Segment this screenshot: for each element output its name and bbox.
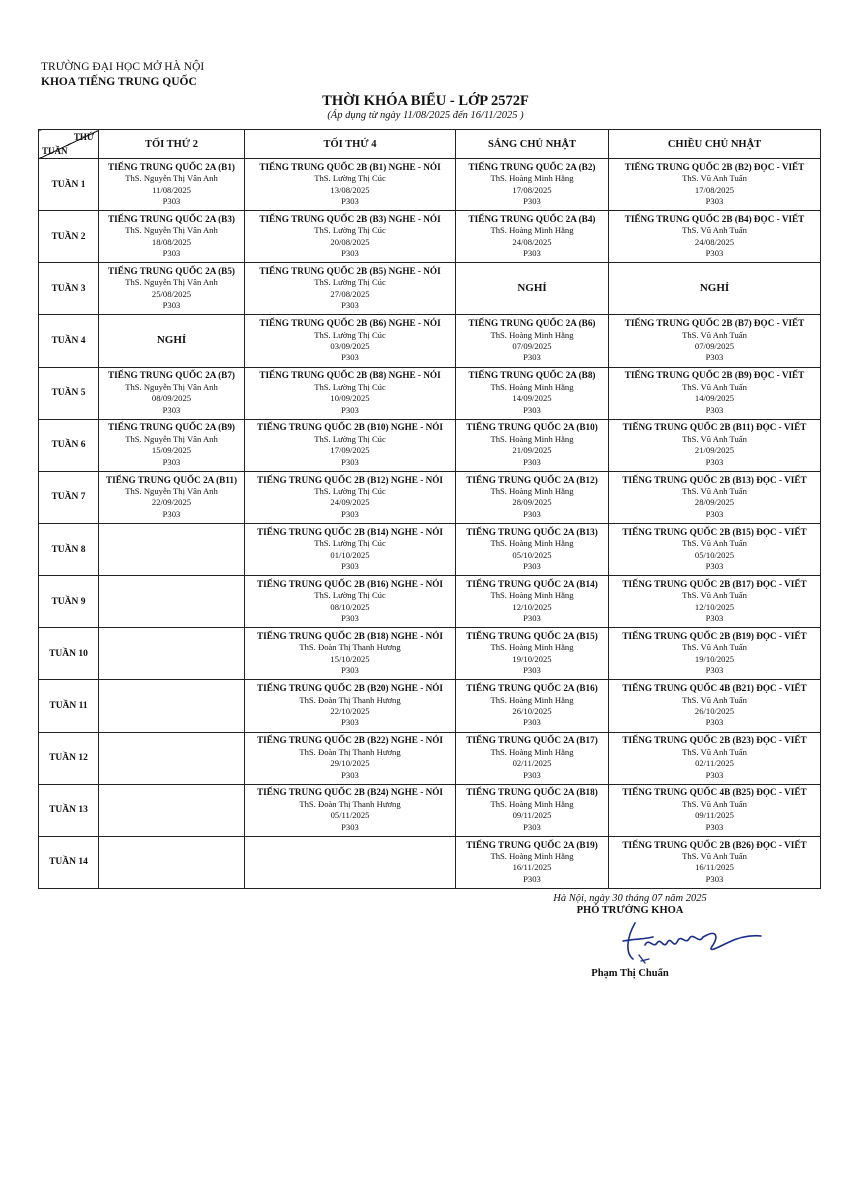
teacher-name: ThS. Hoàng Minh Hằng <box>490 173 574 184</box>
teacher-name: ThS. Nguyễn Thị Vân Anh <box>125 173 218 184</box>
session-date: 17/08/2025 <box>694 184 735 195</box>
session-date: 13/08/2025 <box>330 184 370 195</box>
table-row <box>39 419 821 471</box>
teacher-name: ThS. Vũ Anh Tuấn <box>682 225 747 236</box>
course-name: TIẾNG TRUNG QUỐC 2A (B12) <box>466 474 598 485</box>
day-off-label: NGHỈ <box>517 282 547 295</box>
schedule-cell <box>245 419 456 471</box>
session-date: 02/11/2025 <box>512 758 552 769</box>
teacher-name: ThS. Nguyễn Thị Vân Anh <box>125 225 218 236</box>
week-label: TUẦN 8 <box>39 523 99 575</box>
corner-header <box>39 130 99 159</box>
session-date: 17/09/2025 <box>330 445 370 456</box>
room-number: P303 <box>705 404 724 415</box>
session-date: 02/11/2025 <box>695 758 734 769</box>
teacher-name: ThS. Nguyễn Thị Vân Anh <box>125 277 218 288</box>
room-number: P303 <box>523 873 541 884</box>
teacher-name: ThS. Lường Thị Cúc <box>314 538 386 549</box>
room-number: P303 <box>705 195 724 206</box>
schedule-cell <box>456 732 609 784</box>
schedule-cell <box>245 784 456 836</box>
session-date: 05/10/2025 <box>694 549 735 560</box>
schedule-cell <box>245 211 456 263</box>
session-date: 24/08/2025 <box>694 236 735 247</box>
room-number: P303 <box>523 352 541 363</box>
room-number: P303 <box>341 821 359 832</box>
room-number: P303 <box>523 508 541 519</box>
schedule-cell <box>456 263 609 315</box>
room-number: P303 <box>523 613 541 624</box>
teacher-name: ThS. Hoàng Minh Hằng <box>490 590 574 601</box>
column-header: CHIỀU CHỦ NHẬT <box>609 130 821 159</box>
course-name: TIẾNG TRUNG QUỐC 2B (B20) NGHE - NÓI <box>257 683 443 694</box>
week-label: TUẦN 3 <box>39 263 99 315</box>
schedule-cell <box>609 836 821 888</box>
course-name: TIẾNG TRUNG QUỐC 2B (B12) NGHE - NÓI <box>257 474 443 485</box>
session-date: 09/11/2025 <box>512 810 552 821</box>
room-number: P303 <box>523 404 541 415</box>
session-date: 08/09/2025 <box>151 393 192 404</box>
course-name: TIẾNG TRUNG QUỐC 2B (B14) NGHE - NÓI <box>257 526 443 537</box>
schedule-cell <box>609 315 821 367</box>
schedule-cell <box>609 263 821 315</box>
room-number: P303 <box>162 248 181 259</box>
teacher-name: ThS. Lường Thị Cúc <box>314 486 386 496</box>
schedule-cell <box>609 471 821 523</box>
session-date: 28/09/2025 <box>694 497 735 508</box>
course-name: TIẾNG TRUNG QUỐC 2B (B6) NGHE - NÓI <box>259 318 441 329</box>
room-number: P303 <box>705 508 724 519</box>
teacher-name: ThS. Đoàn Thị Thanh Hương <box>299 798 401 809</box>
schedule-cell <box>245 263 456 315</box>
course-name: TIẾNG TRUNG QUỐC 2A (B9) <box>108 422 235 433</box>
schedule-cell <box>99 263 245 315</box>
room-number: P303 <box>705 613 724 624</box>
schedule-cell <box>99 159 245 211</box>
session-date: 24/09/2025 <box>330 497 370 508</box>
schedule-cell <box>99 523 245 575</box>
column-header: TỐI THỨ 2 <box>99 130 245 159</box>
session-date: 19/10/2025 <box>512 653 552 664</box>
table-row <box>39 732 821 784</box>
course-name: TIẾNG TRUNG QUỐC 2B (B16) NGHE - NÓI <box>257 578 443 589</box>
schedule-cell <box>456 315 609 367</box>
teacher-name: ThS. Hoàng Minh Hằng <box>490 798 574 809</box>
teacher-name: ThS. Lường Thị Cúc <box>314 381 386 392</box>
schedule-cell <box>99 784 245 836</box>
room-number: P303 <box>341 195 359 206</box>
session-date: 25/08/2025 <box>151 288 192 299</box>
room-number: P303 <box>705 456 724 467</box>
corner-week-label: TUẦN <box>42 146 68 156</box>
day-off-label: NGHỈ <box>699 282 730 295</box>
day-off-label: NGHỈ <box>156 334 187 347</box>
table-row <box>39 263 821 315</box>
week-label: TUẦN 10 <box>39 628 99 680</box>
room-number: P303 <box>705 560 724 571</box>
university-name: TRƯỜNG ĐẠI HỌC MỞ HÀ NỘI <box>41 61 205 73</box>
teacher-name: ThS. Hoàng Minh Hằng <box>490 381 574 392</box>
teacher-name: ThS. Vũ Anh Tuấn <box>682 538 747 549</box>
teacher-name: ThS. Vũ Anh Tuấn <box>682 798 747 809</box>
schedule-cell <box>456 523 609 575</box>
teacher-name: ThS. Lường Thị Cúc <box>314 433 386 444</box>
schedule-cell <box>456 576 609 628</box>
session-date: 19/10/2025 <box>694 653 735 664</box>
session-date: 29/10/2025 <box>330 758 370 769</box>
course-name: TIẾNG TRUNG QUỐC 2A (B14) <box>466 578 598 589</box>
session-date: 11/08/2025 <box>152 184 191 195</box>
teacher-name: ThS. Nguyễn Thị Vân Anh <box>125 381 218 392</box>
course-name: TIẾNG TRUNG QUỐC 2B (B15) ĐỌC - VIẾT <box>622 526 807 537</box>
week-label: TUẦN 12 <box>39 732 99 784</box>
course-name: TIẾNG TRUNG QUỐC 2A (B3) <box>108 213 235 224</box>
session-date: 03/09/2025 <box>330 340 370 351</box>
teacher-name: ThS. Lường Thị Cúc <box>314 277 386 288</box>
teacher-name: ThS. Nguyễn Thị Vân Anh <box>125 486 218 496</box>
room-number: P303 <box>705 821 724 832</box>
room-number: P303 <box>705 248 724 259</box>
schedule-cell <box>245 367 456 419</box>
teacher-name: ThS. Hoàng Minh Hằng <box>490 694 574 705</box>
room-number: P303 <box>705 769 724 780</box>
course-name: TIẾNG TRUNG QUỐC 2A (B16) <box>466 683 598 694</box>
schedule-cell <box>456 628 609 680</box>
signing-date: Hà Nội, ngày 30 tháng 07 năm 2025 <box>553 893 707 904</box>
room-number: P303 <box>341 456 359 467</box>
room-number: P303 <box>162 456 181 467</box>
schedule-cell <box>609 419 821 471</box>
table-row <box>39 211 821 263</box>
table-row <box>39 159 821 211</box>
teacher-name: ThS. Vũ Anh Tuấn <box>682 433 747 444</box>
schedule-cell <box>245 523 456 575</box>
course-name: TIẾNG TRUNG QUỐC 2B (B9) ĐỌC - VIẾT <box>624 370 805 381</box>
teacher-name: ThS. Hoàng Minh Hằng <box>490 746 574 757</box>
organization-header <box>41 60 204 90</box>
week-label: TUẦN 4 <box>39 315 99 367</box>
session-date: 14/09/2025 <box>512 393 552 404</box>
course-name: TIẾNG TRUNG QUỐC 2B (B22) NGHE - NÓI <box>257 735 443 746</box>
schedule-cell <box>99 836 245 888</box>
session-date: 16/11/2025 <box>695 862 734 873</box>
week-label: TUẦN 6 <box>39 419 99 471</box>
schedule-cell <box>456 836 609 888</box>
schedule-cell <box>99 628 245 680</box>
course-name: TIẾNG TRUNG QUỐC 2B (B1) NGHE - NÓI <box>259 161 441 172</box>
session-date: 10/09/2025 <box>330 393 370 404</box>
room-number: P303 <box>523 821 541 832</box>
schedule-cell <box>99 315 245 367</box>
course-name: TIẾNG TRUNG QUỐC 2B (B17) ĐỌC - VIẾT <box>622 578 807 589</box>
room-number: P303 <box>162 195 181 206</box>
room-number: P303 <box>162 508 181 519</box>
header-row <box>39 130 821 159</box>
schedule-cell <box>245 732 456 784</box>
session-date: 16/11/2025 <box>512 862 552 873</box>
teacher-name: ThS. Lường Thị Cúc <box>314 329 386 340</box>
teacher-name: ThS. Vũ Anh Tuấn <box>682 642 747 653</box>
teacher-name: ThS. Nguyễn Thị Vân Anh <box>125 433 218 444</box>
column-header: TỐI THỨ 4 <box>245 130 456 159</box>
room-number: P303 <box>523 769 541 780</box>
corner-day-label: THỨ <box>73 132 94 142</box>
table-row <box>39 576 821 628</box>
course-name: TIẾNG TRUNG QUỐC 2A (B10) <box>466 422 598 433</box>
session-date: 26/10/2025 <box>512 705 552 716</box>
session-date: 14/09/2025 <box>694 393 735 404</box>
week-label: TUẦN 2 <box>39 211 99 263</box>
teacher-name: ThS. Vũ Anh Tuấn <box>682 694 747 705</box>
room-number: P303 <box>341 300 359 311</box>
course-name: TIẾNG TRUNG QUỐC 2B (B4) ĐỌC - VIẾT <box>624 213 805 224</box>
teacher-name: ThS. Hoàng Minh Hằng <box>490 538 574 549</box>
course-name: TIẾNG TRUNG QUỐC 2A (B6) <box>468 318 596 329</box>
room-number: P303 <box>523 195 541 206</box>
room-number: P303 <box>341 769 359 780</box>
teacher-name: ThS. Hoàng Minh Hằng <box>490 225 574 236</box>
teacher-name: ThS. Vũ Anh Tuấn <box>682 486 747 496</box>
room-number: P303 <box>705 717 724 728</box>
column-header: SÁNG CHỦ NHẬT <box>456 130 609 159</box>
course-name: TIẾNG TRUNG QUỐC 2A (B11) <box>105 474 238 485</box>
schedule-cell <box>456 680 609 732</box>
room-number: P303 <box>341 352 359 363</box>
table-row <box>39 523 821 575</box>
schedule-cell <box>245 836 456 888</box>
teacher-name: ThS. Vũ Anh Tuấn <box>682 329 747 340</box>
course-name: TIẾNG TRUNG QUỐC 2B (B26) ĐỌC - VIẾT <box>622 839 807 850</box>
week-label: TUẦN 7 <box>39 471 99 523</box>
teacher-name: ThS. Vũ Anh Tuấn <box>682 851 747 861</box>
room-number: P303 <box>523 560 541 571</box>
session-date: 15/10/2025 <box>330 653 370 664</box>
course-name: TIẾNG TRUNG QUỐC 2A (B5) <box>108 266 235 277</box>
teacher-name: ThS. Hoàng Minh Hằng <box>490 642 574 653</box>
table-row <box>39 680 821 732</box>
room-number: P303 <box>705 665 724 676</box>
course-name: TIẾNG TRUNG QUỐC 2B (B5) NGHE - NÓI <box>259 266 441 277</box>
room-number: P303 <box>341 717 359 728</box>
schedule-cell <box>99 367 245 419</box>
session-date: 01/10/2025 <box>330 549 370 560</box>
room-number: P303 <box>162 404 181 415</box>
schedule-cell <box>609 211 821 263</box>
teacher-name: ThS. Vũ Anh Tuấn <box>682 381 747 392</box>
schedule-cell <box>99 419 245 471</box>
signer-role: PHÓ TRƯỞNG KHOA <box>576 905 684 916</box>
course-name: TIẾNG TRUNG QUỐC 2B (B13) ĐỌC - VIẾT <box>622 474 807 485</box>
schedule-cell <box>245 471 456 523</box>
teacher-name: ThS. Vũ Anh Tuấn <box>682 173 747 184</box>
schedule-cell <box>245 680 456 732</box>
week-label: TUẦN 11 <box>39 680 99 732</box>
schedule-cell <box>456 367 609 419</box>
table-row <box>39 367 821 419</box>
course-name: TIẾNG TRUNG QUỐC 2B (B19) ĐỌC - VIẾT <box>622 631 807 642</box>
course-name: TIẾNG TRUNG QUỐC 2A (B18) <box>466 787 598 798</box>
session-date: 07/09/2025 <box>694 340 735 351</box>
schedule-cell <box>609 576 821 628</box>
teacher-name: ThS. Lường Thị Cúc <box>314 225 386 236</box>
session-date: 21/09/2025 <box>512 445 552 456</box>
teacher-name: ThS. Lường Thị Cúc <box>314 590 386 601</box>
course-name: TIẾNG TRUNG QUỐC 2A (B19) <box>466 839 598 850</box>
course-name: TIẾNG TRUNG QUỐC 2A (B17) <box>466 735 598 746</box>
table-row <box>39 628 821 680</box>
teacher-name: ThS. Hoàng Minh Hằng <box>490 486 574 496</box>
schedule-cell <box>456 159 609 211</box>
room-number: P303 <box>341 613 359 624</box>
session-date: 12/10/2025 <box>694 601 735 612</box>
teacher-name: ThS. Vũ Anh Tuấn <box>682 746 747 757</box>
teacher-name: ThS. Lường Thị Cúc <box>314 173 386 184</box>
room-number: P303 <box>523 717 541 728</box>
session-date: 15/09/2025 <box>151 445 192 456</box>
course-name: TIẾNG TRUNG QUỐC 2A (B15) <box>466 631 598 642</box>
course-name: TIẾNG TRUNG QUỐC 2B (B10) NGHE - NÓI <box>257 422 443 433</box>
session-date: 05/10/2025 <box>512 549 552 560</box>
handwritten-signature <box>615 915 765 970</box>
session-date: 05/11/2025 <box>330 810 370 821</box>
course-name: TIẾNG TRUNG QUỐC 2A (B1) <box>108 161 235 172</box>
session-date: 26/10/2025 <box>694 705 735 716</box>
page-subtitle: (Áp dụng từ ngày 11/08/2025 đến 16/11/2025 ) <box>327 110 524 121</box>
course-name: TIẾNG TRUNG QUỐC 2B (B11) ĐỌC - VIẾT <box>622 422 807 433</box>
table-row <box>39 784 821 836</box>
session-date: 07/09/2025 <box>512 340 552 351</box>
teacher-name: ThS. Đoàn Thị Thanh Hương <box>299 694 401 705</box>
course-name: TIẾNG TRUNG QUỐC 2B (B24) NGHE - NÓI <box>257 787 443 798</box>
timetable <box>38 129 821 889</box>
course-name: TIẾNG TRUNG QUỐC 4B (B21) ĐỌC - VIẾT <box>622 683 807 694</box>
signer-name: Phạm Thị Chuẩn <box>591 968 669 979</box>
session-date: 24/08/2025 <box>512 236 552 247</box>
schedule-cell <box>245 159 456 211</box>
course-name: TIẾNG TRUNG QUỐC 2A (B7) <box>108 370 235 381</box>
session-date: 08/10/2025 <box>330 601 370 612</box>
schedule-cell <box>609 523 821 575</box>
session-date: 12/10/2025 <box>512 601 552 612</box>
session-date: 20/08/2025 <box>330 236 370 247</box>
course-name: TIẾNG TRUNG QUỐC 2B (B3) NGHE - NÓI <box>259 213 441 224</box>
teacher-name: ThS. Vũ Anh Tuấn <box>682 590 747 601</box>
room-number: P303 <box>341 560 359 571</box>
schedule-cell <box>99 680 245 732</box>
room-number: P303 <box>705 873 724 884</box>
session-date: 18/08/2025 <box>151 236 192 247</box>
course-name: TIẾNG TRUNG QUỐC 2B (B23) ĐỌC - VIẾT <box>622 735 807 746</box>
schedule-cell <box>456 784 609 836</box>
table-row <box>39 836 821 888</box>
schedule-cell <box>609 784 821 836</box>
room-number: P303 <box>162 300 181 311</box>
schedule-cell <box>99 576 245 628</box>
schedule-cell <box>609 628 821 680</box>
teacher-name: ThS. Hoàng Minh Hằng <box>490 851 574 861</box>
week-label: TUẦN 1 <box>39 159 99 211</box>
room-number: P303 <box>341 665 359 676</box>
schedule-cell <box>245 628 456 680</box>
room-number: P303 <box>523 456 541 467</box>
schedule-cell <box>456 211 609 263</box>
schedule-cell <box>609 732 821 784</box>
course-name: TIẾNG TRUNG QUỐC 2A (B13) <box>466 526 598 537</box>
schedule-cell <box>99 211 245 263</box>
table-row <box>39 315 821 367</box>
room-number: P303 <box>523 665 541 676</box>
session-date: 27/08/2025 <box>330 288 370 299</box>
week-label: TUẦN 9 <box>39 576 99 628</box>
week-label: TUẦN 5 <box>39 367 99 419</box>
course-name: TIẾNG TRUNG QUỐC 2B (B8) NGHE - NÓI <box>259 370 441 381</box>
schedule-cell <box>609 680 821 732</box>
schedule-cell <box>456 471 609 523</box>
schedule-cell <box>245 315 456 367</box>
session-date: 17/08/2025 <box>512 184 552 195</box>
session-date: 21/09/2025 <box>694 445 735 456</box>
room-number: P303 <box>341 248 359 259</box>
faculty-name: KHOA TIẾNG TRUNG QUỐC <box>41 76 197 88</box>
schedule-cell <box>456 419 609 471</box>
teacher-name: ThS. Hoàng Minh Hằng <box>490 329 574 340</box>
course-name: TIẾNG TRUNG QUỐC 2B (B7) ĐỌC - VIẾT <box>624 318 805 329</box>
schedule-cell <box>99 732 245 784</box>
schedule-cell <box>609 159 821 211</box>
schedule-cell <box>609 367 821 419</box>
week-label: TUẦN 13 <box>39 784 99 836</box>
teacher-name: ThS. Đoàn Thị Thanh Hương <box>299 746 401 757</box>
week-label: TUẦN 14 <box>39 836 99 888</box>
course-name: TIẾNG TRUNG QUỐC 2A (B4) <box>468 213 596 224</box>
room-number: P303 <box>705 352 724 363</box>
schedule-cell <box>245 576 456 628</box>
table-row <box>39 471 821 523</box>
course-name: TIẾNG TRUNG QUỐC 4B (B25) ĐỌC - VIẾT <box>622 787 807 798</box>
course-name: TIẾNG TRUNG QUỐC 2A (B8) <box>468 370 596 381</box>
room-number: P303 <box>523 248 541 259</box>
teacher-name: ThS. Hoàng Minh Hằng <box>490 433 574 444</box>
schedule-cell <box>99 471 245 523</box>
room-number: P303 <box>341 404 359 415</box>
session-date: 28/09/2025 <box>512 497 552 508</box>
session-date: 22/09/2025 <box>151 497 192 508</box>
session-date: 22/10/2025 <box>330 705 370 716</box>
course-name: TIẾNG TRUNG QUỐC 2B (B18) NGHE - NÓI <box>257 631 443 642</box>
session-date: 09/11/2025 <box>695 810 734 821</box>
course-name: TIẾNG TRUNG QUỐC 2A (B2) <box>468 161 596 172</box>
page-title: THỜI KHÓA BIỂU - LỚP 2572F <box>322 93 529 109</box>
room-number: P303 <box>341 508 359 519</box>
teacher-name: ThS. Đoàn Thị Thanh Hương <box>299 642 401 653</box>
course-name: TIẾNG TRUNG QUỐC 2B (B2) ĐỌC - VIẾT <box>624 161 805 172</box>
